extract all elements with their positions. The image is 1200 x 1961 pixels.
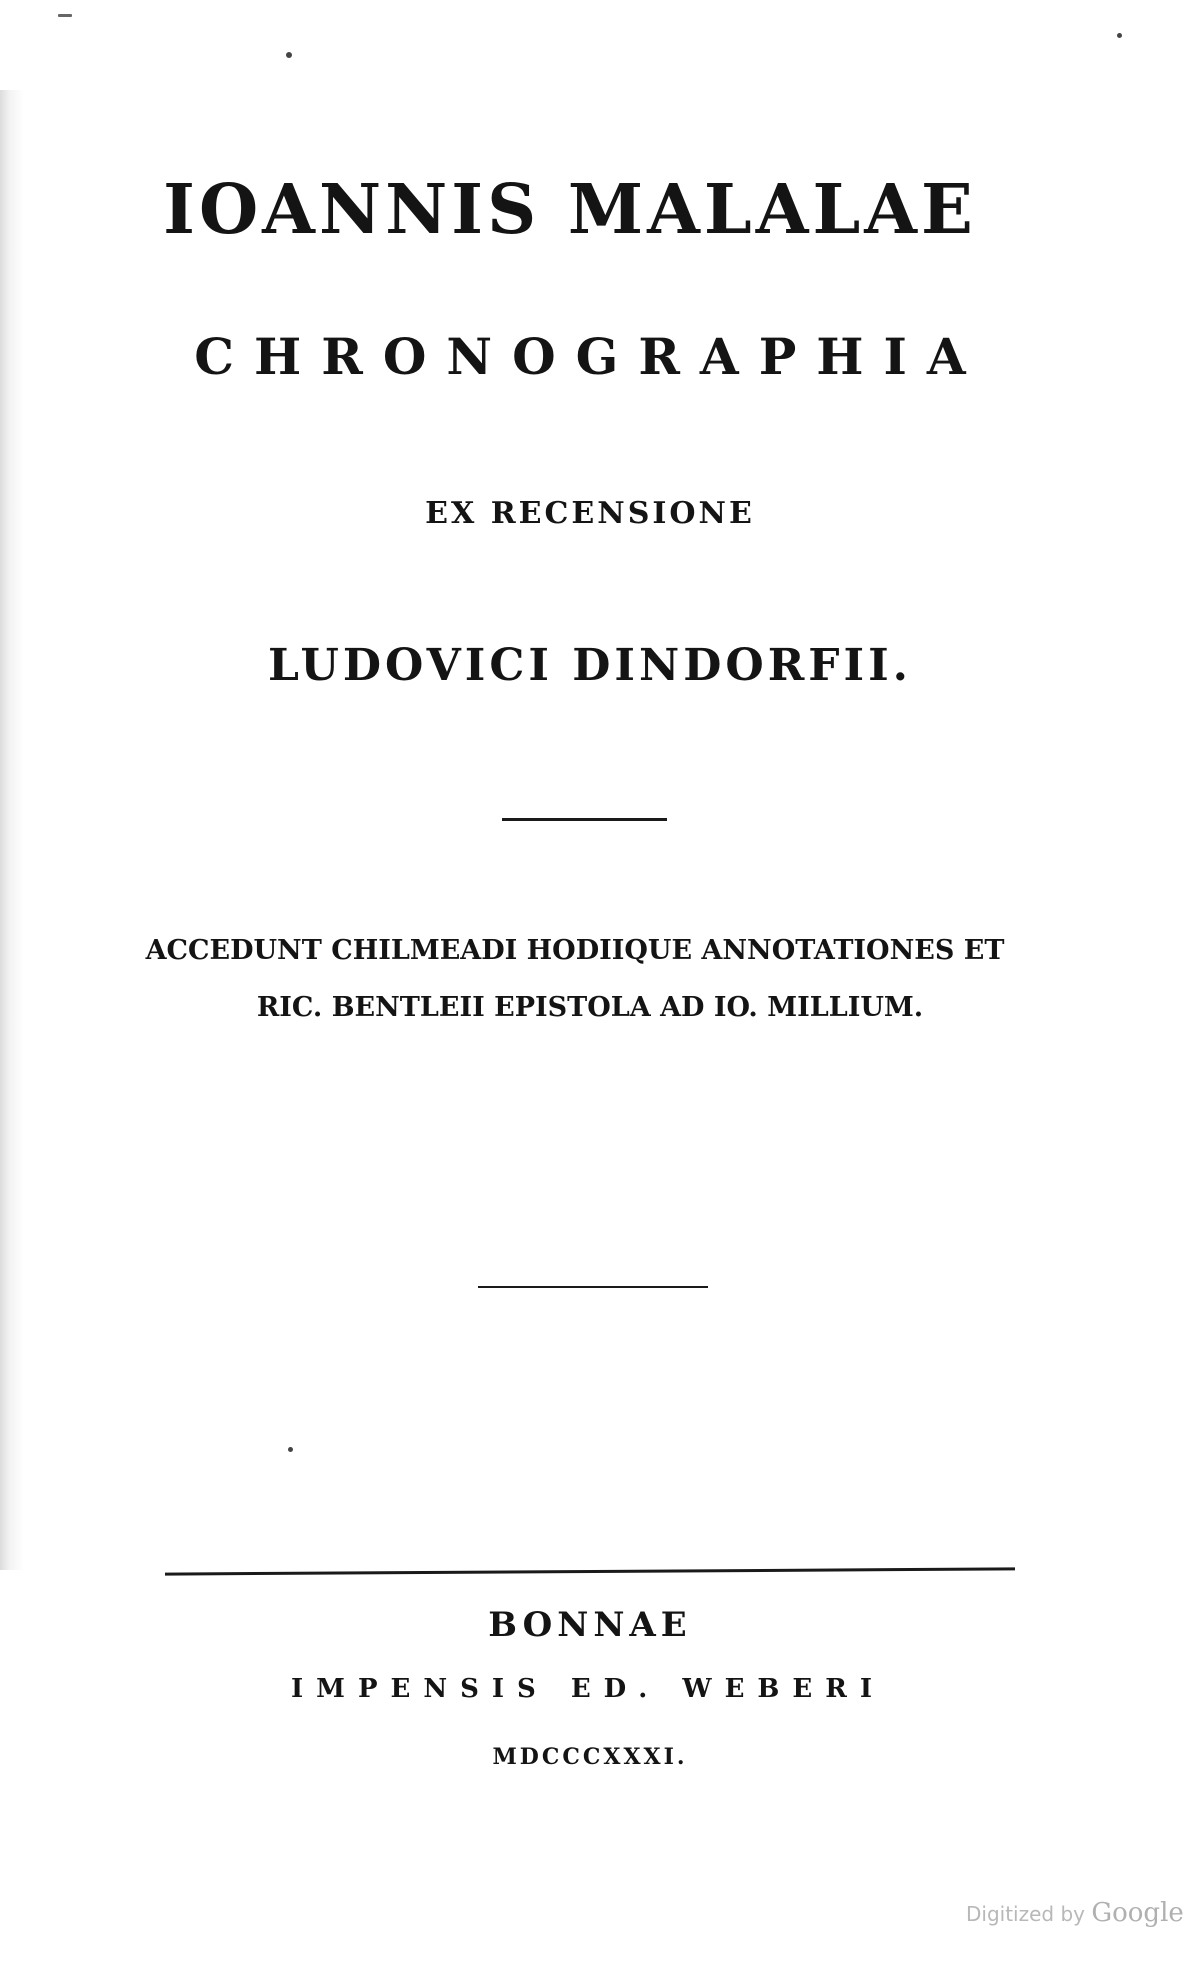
work-title: CHRONOGRAPHIA	[194, 327, 986, 386]
author-name: IOANNIS MALALAE	[163, 170, 977, 250]
recension-prefix: EX RECENSIONE	[425, 496, 755, 531]
ink-speck	[58, 14, 72, 17]
imprint-publisher: IMPENSIS ED. WEBERI	[291, 1674, 885, 1704]
digitization-watermark	[966, 1898, 1184, 1928]
page-edge-shadow	[0, 90, 24, 1570]
imprint-rule	[165, 1567, 1015, 1575]
watermark-prefix: Digitized by	[966, 1902, 1085, 1926]
divider-rule	[502, 818, 667, 821]
ink-speck	[286, 52, 292, 58]
ink-speck	[288, 1447, 293, 1452]
divider-rule	[478, 1286, 708, 1288]
additions-line-2: RIC. BENTLEII EPISTOLA AD IO. MILLIUM.	[256, 992, 924, 1023]
additions-line-1: ACCEDUNT CHILMEADI HODIIQUE ANNOTATIONES ET	[145, 935, 1005, 966]
ink-speck	[1117, 33, 1122, 38]
watermark-brand: Google	[1091, 1898, 1184, 1928]
imprint-year: MDCCCXXXI.	[492, 1744, 688, 1770]
editor-name: LUDOVICI DINDORFII.	[268, 640, 912, 691]
imprint-place: BONNAE	[488, 1605, 692, 1645]
